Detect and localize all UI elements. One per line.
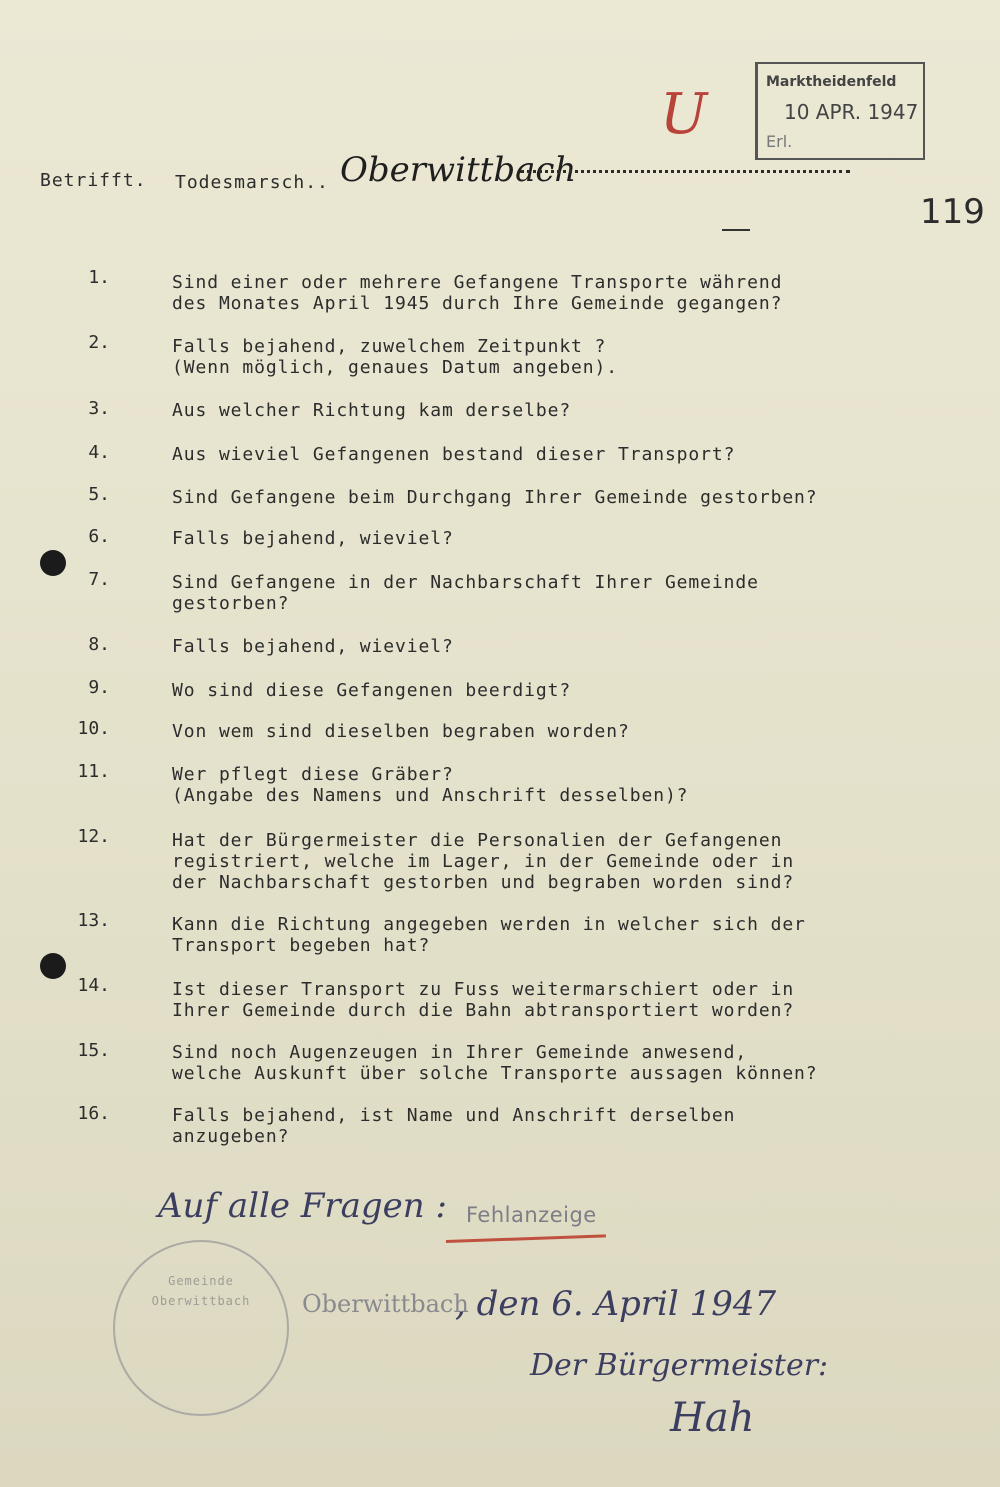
question-text: Falls bejahend, zuwelchem Zeitpunkt ? (Wenn möglich, genaues Datum angeben).	[172, 336, 619, 378]
question-number: 3.	[88, 398, 110, 419]
punch-hole-icon	[40, 953, 66, 979]
subject-text: Todesmarsch..	[175, 172, 329, 193]
question-text: Wer pflegt diese Gräber? (Angabe des Namens und Anschrift desselben)?	[172, 764, 689, 806]
question-text: Sind Gefangene beim Durchgang Ihrer Gemeinde gestorben?	[172, 487, 818, 508]
place-stamp: Oberwittbach	[302, 1290, 469, 1318]
question-text: Sind einer oder mehrere Gefangene Transporte während des Monates April 1945 durch Ihre Gemeinde gegangen?	[172, 272, 783, 314]
question-number: 7.	[88, 569, 110, 590]
dotted-line	[520, 170, 850, 173]
dash-mark	[722, 229, 750, 231]
question-text: Wo sind diese Gefangenen beerdigt?	[172, 680, 572, 701]
question-number: 1.	[88, 267, 110, 288]
question-number: 5.	[88, 484, 110, 505]
question-number: 10.	[77, 718, 110, 739]
question-number: 15.	[77, 1040, 110, 1061]
question-text: Aus wieviel Gefangenen bestand dieser Transport?	[172, 444, 736, 465]
stamp-date: 10 APR. 1947	[784, 100, 919, 124]
question-number: 8.	[88, 634, 110, 655]
subject-label: Betrifft.	[40, 170, 147, 191]
question-number: 2.	[88, 332, 110, 353]
title-handwritten: Der Bürgermeister:	[530, 1348, 829, 1383]
date-handwritten: , den 6. April 1947	[455, 1284, 777, 1324]
question-text: Hat der Bürgermeister die Personalien der Gefangenen registriert, welche im Lager, in der Gemeinde oder in der Nachbarschaft gestorben und begraben worden sind?	[172, 830, 795, 893]
question-number: 16.	[77, 1103, 110, 1124]
seal-line-2: Oberwittbach	[151, 1294, 251, 1308]
municipal-seal	[113, 1240, 289, 1416]
question-number: 14.	[77, 975, 110, 996]
question-text: Falls bejahend, wieviel?	[172, 528, 454, 549]
question-text: Von wem sind dieselben begraben worden?	[172, 721, 630, 742]
signature: Hah	[670, 1395, 755, 1441]
question-text: Aus welcher Richtung kam derselbe?	[172, 400, 572, 421]
red-underline	[446, 1234, 606, 1243]
stamp-label: Erl.	[766, 132, 793, 151]
question-text: Sind Gefangene in der Nachbarschaft Ihrer Gemeinde gestorben?	[172, 572, 759, 614]
page-number: 119	[920, 192, 985, 232]
question-text: Ist dieser Transport zu Fuss weitermarschiert oder in Ihrer Gemeinde durch die Bahn abtransportiert worden?	[172, 979, 795, 1021]
question-number: 13.	[77, 910, 110, 931]
question-number: 11.	[77, 761, 110, 782]
question-text: Kann die Richtung angegeben werden in welcher sich der Transport begeben hat?	[172, 914, 806, 956]
answer-stamp: Fehlanzeige	[466, 1203, 597, 1227]
seal-line-1: Gemeinde	[168, 1274, 234, 1288]
question-number: 9.	[88, 677, 110, 698]
question-text: Sind noch Augenzeugen in Ihrer Gemeinde anwesend, welche Auskunft über solche Transporte aussagen können?	[172, 1042, 818, 1084]
received-stamp	[755, 62, 925, 160]
question-text: Falls bejahend, wieviel?	[172, 636, 454, 657]
punch-hole-icon	[40, 550, 66, 576]
question-number: 4.	[88, 442, 110, 463]
place-handwritten: Oberwittbach	[340, 150, 577, 190]
question-number: 12.	[77, 826, 110, 847]
red-mark: U	[660, 82, 708, 147]
stamp-office: Marktheidenfeld	[766, 74, 897, 90]
question-number: 6.	[88, 526, 110, 547]
question-text: Falls bejahend, ist Name und Anschrift derselben anzugeben?	[172, 1105, 736, 1147]
answer-handwritten: Auf alle Fragen :	[158, 1186, 447, 1226]
